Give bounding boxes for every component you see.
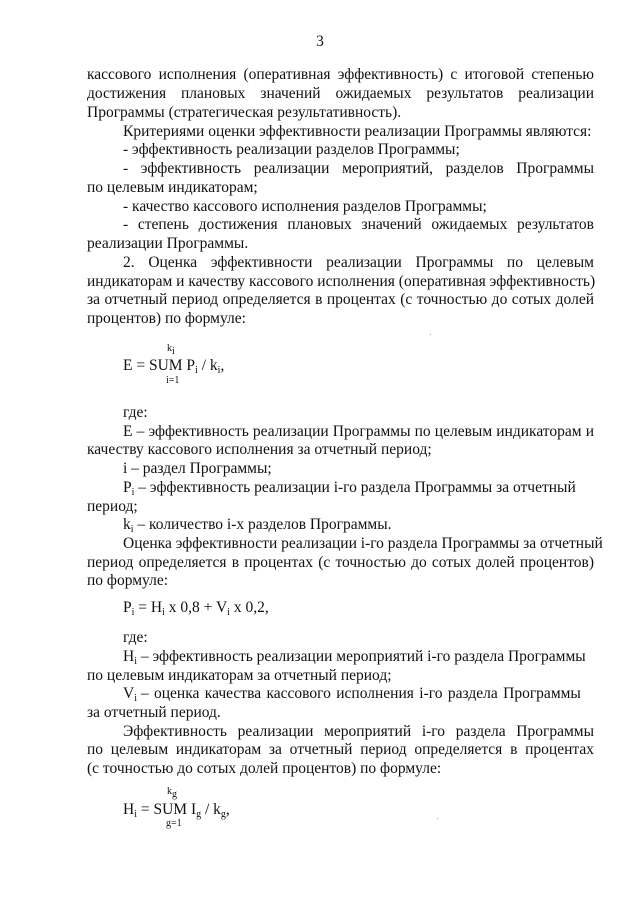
text-line: достижения плановых значений ожидаемых результатов реализации [87, 85, 594, 102]
text-line: 2. Оценка эффективности реализации Программы по целевым [123, 254, 594, 271]
text-line: за отчетный период определяется в процентах (с точностью до сотых долей [87, 291, 594, 308]
text-line: по целевым индикаторам; [87, 179, 258, 196]
scan-speck [430, 334, 431, 335]
text-line: реализации Программы. [87, 235, 249, 252]
text-line: за отчетный период. [87, 704, 221, 721]
text-line: кассового исполнения (оперативная эффективность) с итоговой степенью [87, 66, 594, 83]
symbol-k: k [123, 516, 131, 533]
text-line: $V_i$ – оценка качества кассового исполнения i-го раздела Программы [123, 685, 581, 704]
text-line: Программы (стратегическая результативность). [87, 104, 402, 121]
text-line: по формуле: [87, 572, 169, 589]
text-line: индикаторам и качеству кассового исполнения (оперативная эффективность) [87, 273, 596, 290]
text-line: - степень достижения плановых значений ожидаемых результатов [123, 216, 594, 233]
formula-upper-limit: $k_g$ [167, 786, 177, 800]
text-line: по целевым индикаторам за отчетный период определяется в процентах [87, 741, 594, 758]
page-number: 3 [316, 33, 324, 50]
text-line: (с точностью до сотых долей процентов) по формуле: [87, 760, 442, 777]
text-line: Эффективность реализации мероприятий i-го раздела Программы [123, 723, 594, 740]
text-line: $P_i$ – эффективность реализации i-го раздела Программы за отчетный [123, 479, 576, 498]
symbol-v: V [123, 685, 135, 702]
formula-upper-limit: $k_i$ [167, 343, 175, 357]
text-line: $k_i$ – количество i-х разделов Программы. [123, 516, 392, 535]
text-line: период; [87, 498, 138, 515]
text-line: - эффективность реализации разделов Программы; [123, 141, 460, 158]
formula-body: E = SUM $P_i / k_i$, [123, 357, 225, 376]
text-line: процентов) по формуле: [87, 310, 246, 327]
formula-efficiency-section: $P_i = H_i$ x $0,8 + V_i$ x 0,2, [123, 599, 269, 618]
text-line: где: [123, 629, 148, 646]
formula-body: $H_i$ = SUM $I_g / k_g$, [123, 801, 230, 820]
text-line: качеству кассового исполнения за отчетный период; [87, 441, 432, 458]
text-line: - качество кассового исполнения разделов Программы; [123, 198, 487, 215]
text-line: $H_i$ – эффективность реализации мероприятий i-го раздела Программы [123, 648, 586, 667]
symbol-h: H [123, 648, 135, 665]
text-line: по целевым индикаторам за отчетный период; [87, 667, 392, 684]
text-line: Критериями оценки эффективности реализации Программы являются: [123, 123, 592, 140]
symbol-p: P [123, 479, 132, 496]
text-line: i – раздел Программы; [123, 460, 272, 477]
text-line: E – эффективность реализации Программы по целевым индикаторам и [123, 423, 594, 440]
text-line: период определяется в процентах (с точностью до сотых долей процентов) [87, 554, 594, 571]
text-line: Оценка эффективности реализации i-го раздела Программы за отчетный [123, 535, 603, 552]
formula-lower-limit: i=1 [166, 375, 180, 386]
formula-lower-limit: g=1 [166, 818, 182, 829]
text-line: где: [123, 404, 148, 421]
scan-speck [437, 818, 438, 819]
text-line: - эффективность реализации мероприятий, разделов Программы [123, 160, 594, 177]
